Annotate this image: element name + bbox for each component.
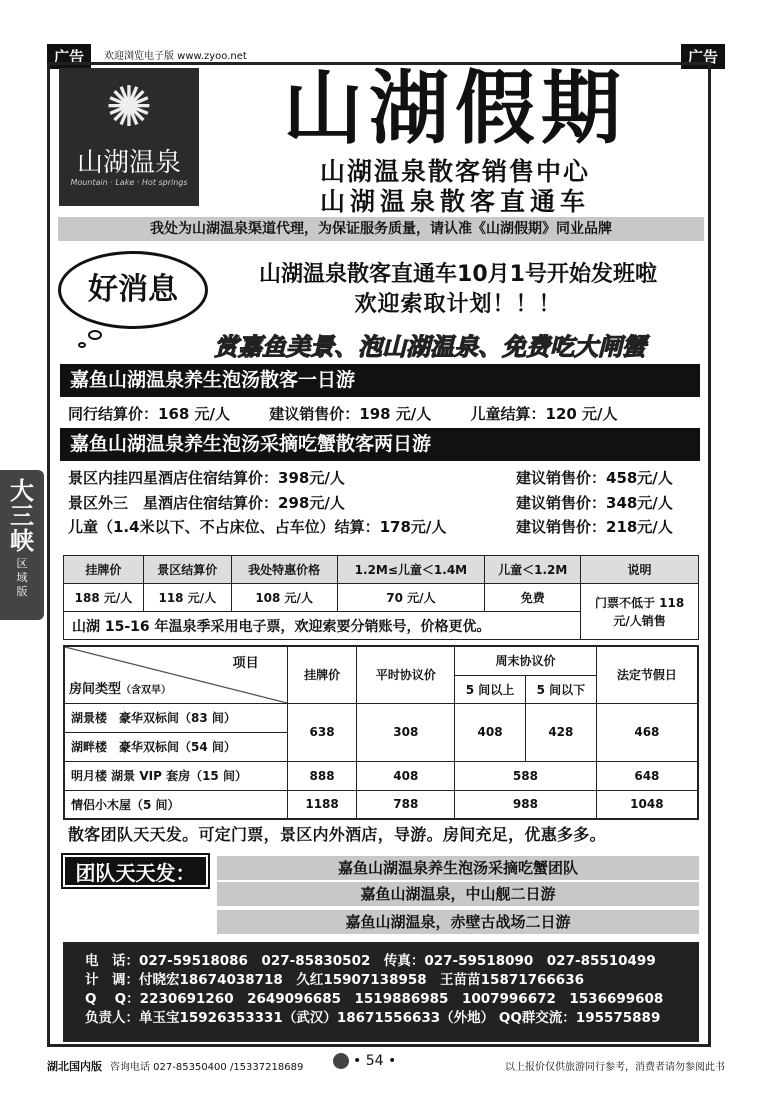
- page-number: • 54 •: [333, 1053, 396, 1069]
- page-badge-icon: [333, 1053, 349, 1069]
- table-cell: 888: [287, 761, 357, 790]
- ad-tag-left: 广告: [47, 44, 91, 69]
- tour2-cost: 儿童（1.4米以下、不占床位、占车位）结算：178元/人: [68, 518, 447, 536]
- table-header-cell: 法定节假日: [596, 646, 698, 703]
- contact-box: [63, 942, 699, 1042]
- table-row: [64, 761, 698, 790]
- brand-logo: [59, 68, 199, 206]
- site-url-text[interactable]: 欢迎浏览电子版 www.zyoo.net: [104, 51, 247, 62]
- tour1-price-child: 儿童结算：120 元/人: [470, 405, 618, 423]
- brand-subtitle-2: 山湖温泉散客直通车: [319, 187, 590, 216]
- table-cell: 428: [525, 703, 596, 761]
- table-header-cell: 景区结算价: [143, 556, 231, 584]
- ticket-note-cell: 门票不低于 118 元/人销售: [581, 584, 699, 640]
- table-row: [64, 703, 698, 732]
- contact-manager: 负责人：单玉宝15926353331（武汉）18671556633（外地） QQ群交流：195575889: [85, 1010, 661, 1026]
- footer-disclaimer: 以上报价仅供旅游同行参考，消费者请勿参阅此书: [505, 1062, 725, 1073]
- table-cell: 788: [357, 790, 455, 819]
- footer-edition: 湖北国内版: [47, 1060, 102, 1073]
- table-cell: 988: [455, 790, 597, 819]
- tour1-price-peer: 同行结算价：168 元/人: [68, 405, 231, 423]
- team-tour-item: 嘉鱼山湖温泉，赤壁古战场二日游: [217, 910, 699, 934]
- daily-departure-note: 散客团队天天发。可定门票，景区内外酒店，导游。房间充足，优惠多多。: [68, 825, 606, 844]
- table-cell: 70 元/人: [337, 584, 485, 612]
- table-cell: 408: [357, 761, 455, 790]
- table-cell: 588: [455, 761, 597, 790]
- table-cell: 118 元/人: [143, 584, 231, 612]
- bubble-tail-dot: [88, 330, 102, 340]
- footer-left: [47, 1058, 303, 1074]
- tour1-title: 嘉鱼山湖温泉养生泡汤散客一日游: [60, 364, 700, 397]
- table-header-cell: 5 间以下: [525, 675, 596, 703]
- ticket-price-table: [63, 555, 699, 640]
- footer-phone: 咨询电话 027-85350400 /15337218689: [110, 1062, 304, 1073]
- tour2-price-row: [68, 467, 698, 488]
- contact-qq: Q Q：2230691260 2649096685 1519886985 1007996672 1536699608: [85, 991, 664, 1007]
- room-name: 明月楼 湖景 VIP 套房（15 间）: [64, 761, 287, 790]
- news-slogan: 赏嘉鱼美景、泡山湖温泉、免费吃大闸蟹: [214, 333, 646, 361]
- table-row: [64, 790, 698, 819]
- table-row: [64, 584, 699, 612]
- team-tour-item: 嘉鱼山湖温泉，中山舰二日游: [217, 882, 699, 906]
- team-tour-item: 嘉鱼山湖温泉养生泡汤采摘吃蟹团队: [217, 856, 699, 880]
- tour2-title: 嘉鱼山湖温泉养生泡汤采摘吃蟹散客两日游: [60, 428, 700, 461]
- region-name: 大 三 峡: [10, 476, 34, 555]
- brand-subtitle-1: 山湖温泉散客销售中心: [319, 157, 590, 186]
- table-header-cell: 说明: [581, 556, 699, 584]
- table-cell: 1188: [287, 790, 357, 819]
- room-name: 湖景楼 豪华双标间（83 间）: [64, 703, 287, 732]
- region-side-tab: [0, 470, 44, 620]
- news-subheadline: 欢迎索取计划！！！: [354, 292, 562, 317]
- ticket-footnote: 山湖 15-16 年温泉季采用电子票，欢迎索要分销账号，价格更优。: [64, 612, 581, 640]
- table-header-row: [64, 646, 698, 675]
- table-header-cell: 我处特惠价格: [231, 556, 337, 584]
- room-name: 情侣小木屋（5 间）: [64, 790, 287, 819]
- tour2-cost: 景区外三 星酒店住宿结算价：298元/人: [68, 494, 345, 512]
- logo-name: 山湖温泉: [76, 148, 181, 178]
- tour2-price-row: [68, 492, 698, 513]
- table-header-cell: 1.2M≤儿童＜1.4M: [337, 556, 485, 584]
- room-price-table: [63, 645, 699, 820]
- table-cell: 648: [596, 761, 698, 790]
- table-header-cell: 挂牌价: [64, 556, 144, 584]
- tour2-retail: 建议销售价：218元/人: [516, 518, 673, 536]
- ad-tag-right: 广告: [681, 44, 725, 69]
- table-cell: 188 元/人: [64, 584, 144, 612]
- tour2-retail: 建议销售价：458元/人: [516, 469, 673, 487]
- table-cell: 108 元/人: [231, 584, 337, 612]
- table-header-cell: 平时协议价: [357, 646, 455, 703]
- brand-title: 山湖假期: [283, 61, 627, 155]
- table-cell: 308: [357, 703, 455, 761]
- team-departure-label: 团队天天发：: [63, 855, 208, 887]
- tour1-prices: [68, 403, 652, 424]
- table-cell: 638: [287, 703, 357, 761]
- table-cell: 免费: [485, 584, 581, 612]
- region-edition: 区 域 版: [16, 557, 28, 598]
- news-headline: 山湖温泉散客直通车10月1号开始发班啦: [259, 262, 657, 287]
- swirl-logo-icon: ✺: [105, 75, 153, 140]
- diag-bottom-label: 房间类型（含双早）: [69, 681, 172, 697]
- bubble-tail-dot: [78, 342, 86, 348]
- tour2-retail: 建议销售价：348元/人: [516, 494, 673, 512]
- table-cell: 468: [596, 703, 698, 761]
- table-header-row: [64, 556, 699, 584]
- contact-planners: 计 调：付晓宏18674038718 久红15907138958 王苗苗15871766636: [85, 972, 584, 988]
- diagonal-header-cell: [64, 646, 287, 703]
- room-name: 湖畔楼 豪华双标间（54 间）: [64, 732, 287, 761]
- tour2-price-row: [68, 516, 698, 537]
- table-header-cell: 5 间以上: [455, 675, 526, 703]
- logo-subtitle: Mountain · Lake · Hot springs: [70, 178, 188, 187]
- table-header-cell: 周末协议价: [455, 646, 597, 675]
- table-cell: 1048: [596, 790, 698, 819]
- tour2-cost: 景区内挂四星酒店住宿结算价：398元/人: [68, 469, 345, 487]
- table-header-cell: 挂牌价: [287, 646, 357, 703]
- table-cell: 408: [455, 703, 526, 761]
- diag-top-label: 项目: [232, 656, 259, 671]
- contact-phone-fax: 电 话：027-59518086 027-85830502 传真：027-59518090 027-85510499: [85, 953, 656, 969]
- agency-notice: 我处为山湖温泉渠道代理，为保证服务质量，请认准《山湖假期》同业品牌: [58, 217, 704, 241]
- tour1-price-retail: 建议销售价：198 元/人: [269, 405, 432, 423]
- good-news-bubble: 好消息: [58, 251, 208, 329]
- table-header-cell: 儿童＜1.2M: [485, 556, 581, 584]
